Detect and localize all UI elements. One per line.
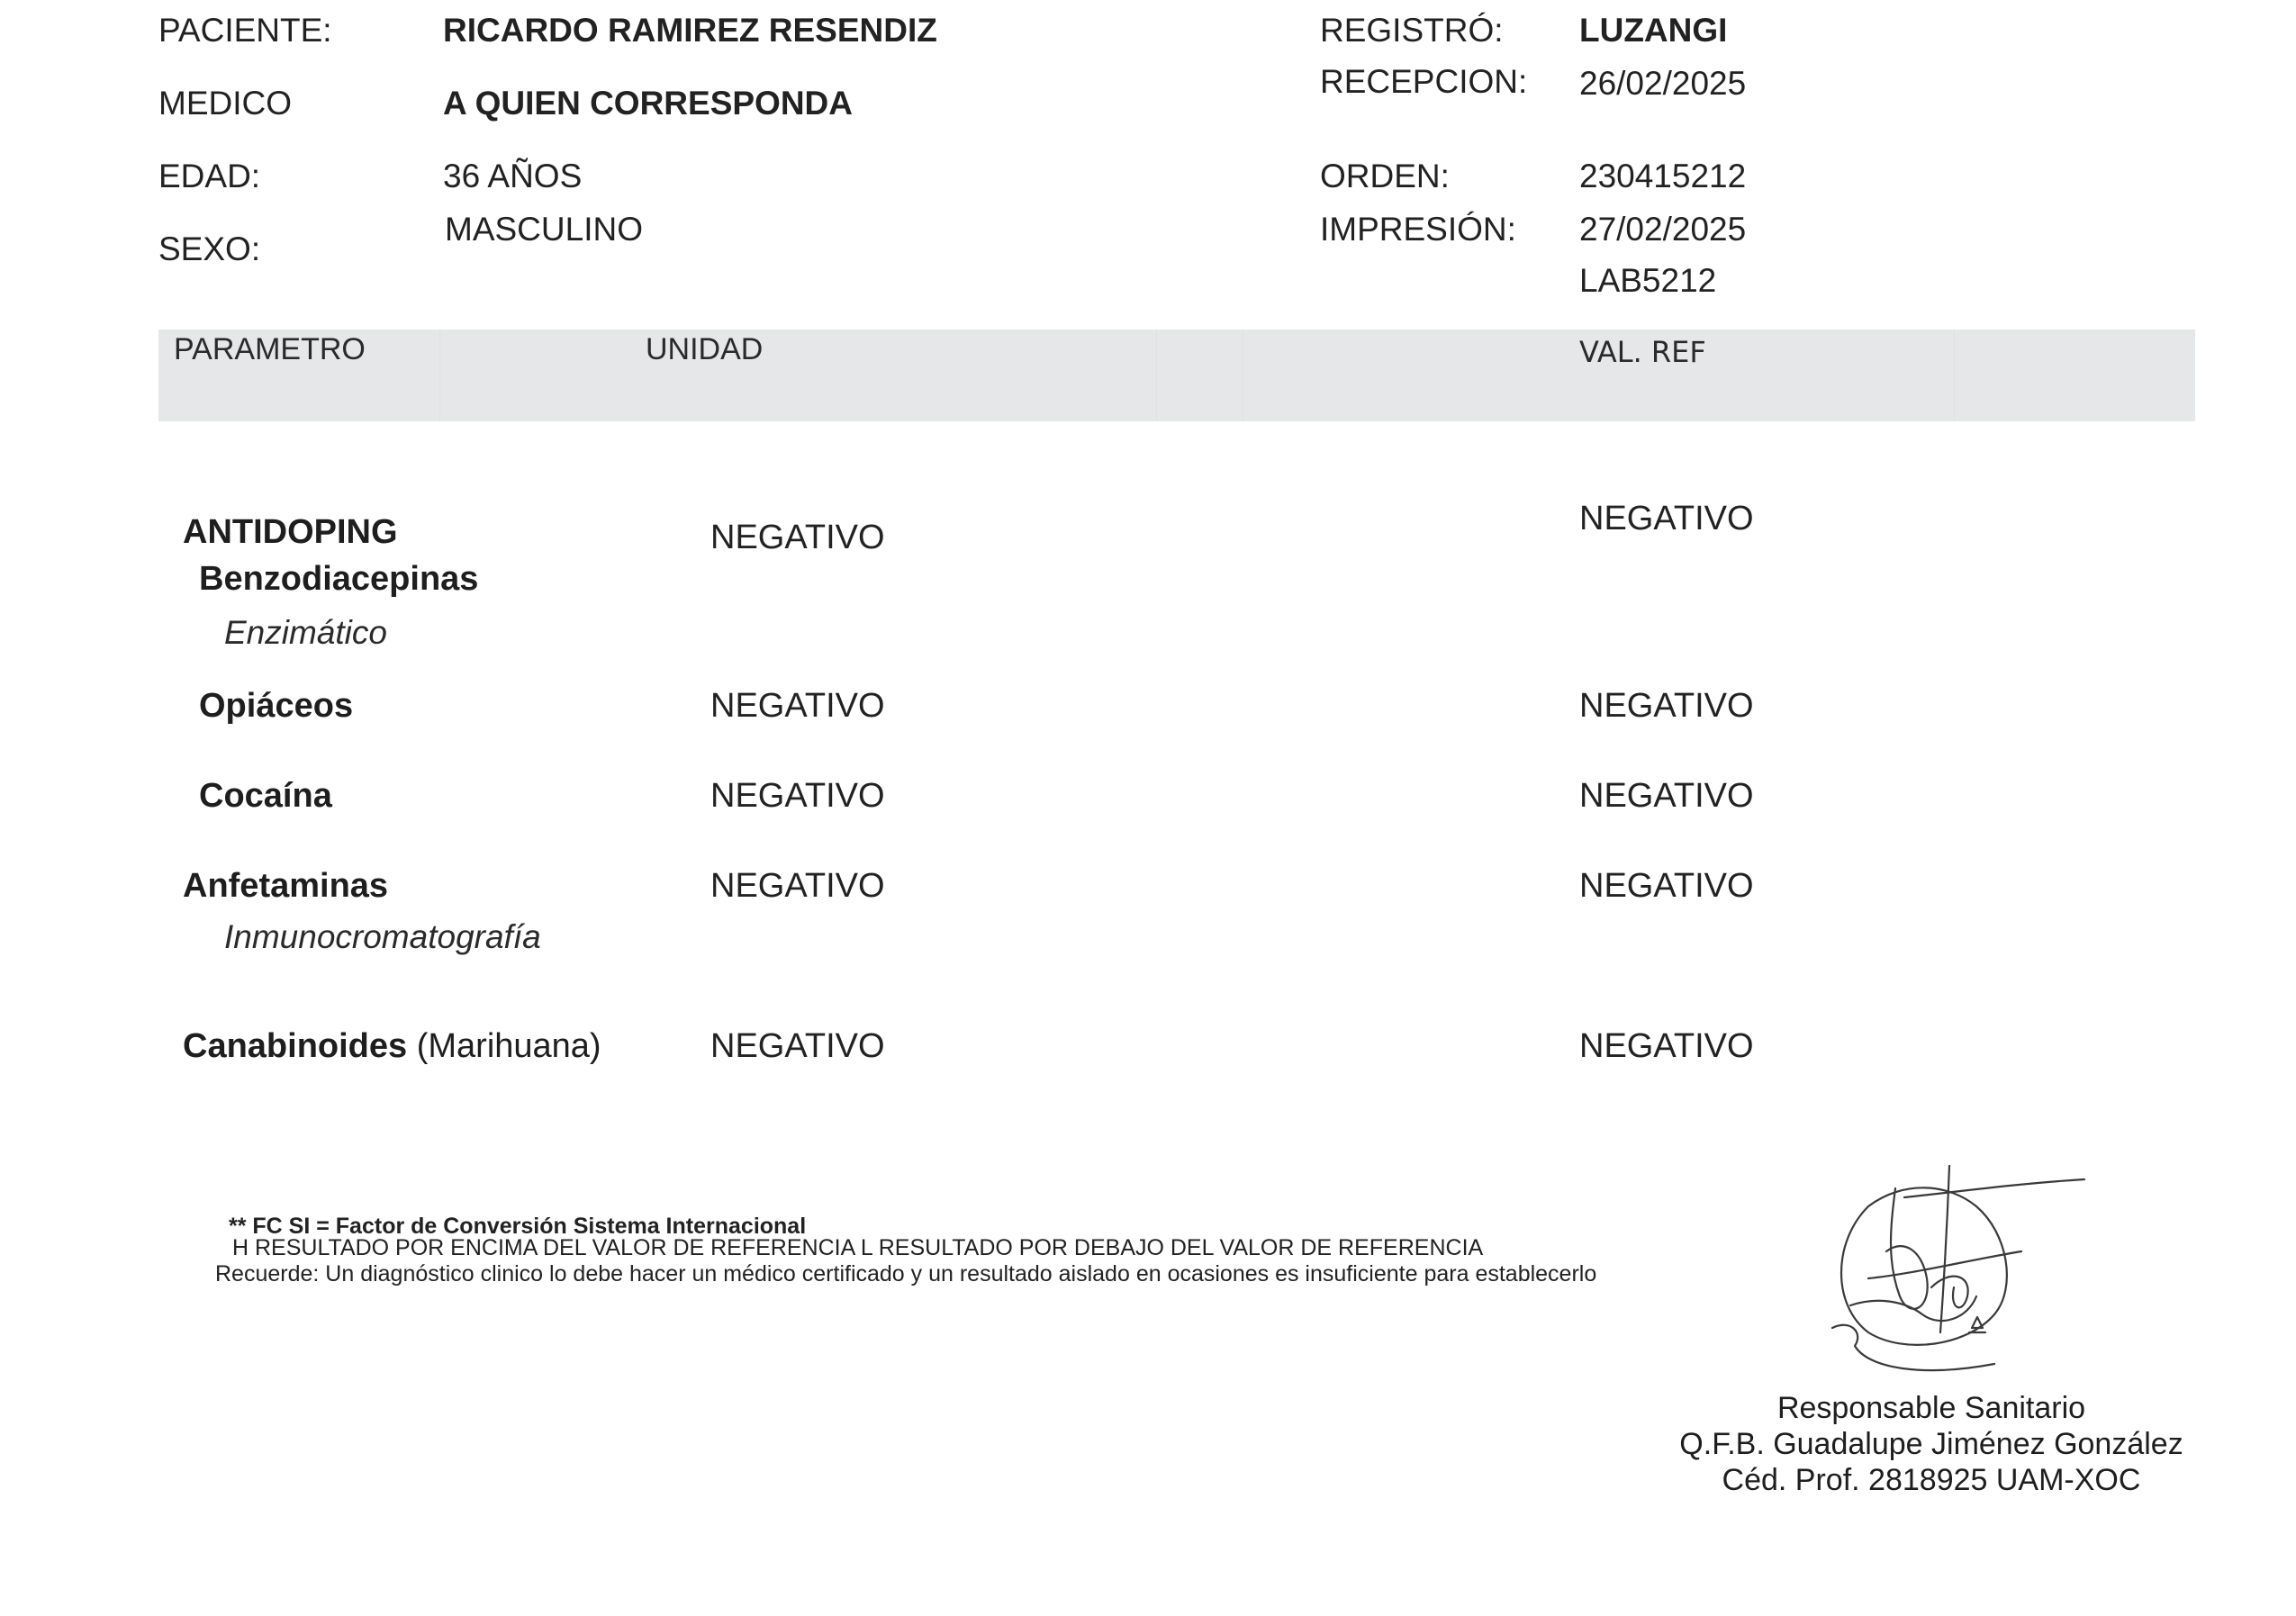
parameter-name: Opiáceos [199, 687, 354, 725]
responsible-license: Céd. Prof. 2818925 UAM-XOC [1722, 1463, 2141, 1497]
patient-label: PACIENTE: [158, 12, 332, 49]
parameter-name: Cocaína [199, 777, 332, 815]
header-cell [439, 330, 1157, 421]
reference-value: NEGATIVO [1579, 687, 1754, 725]
result-value: NEGATIVO [710, 1027, 885, 1065]
column-header-parameter: PARAMETRO [174, 332, 366, 366]
registered-label: REGISTRÓ: [1320, 12, 1504, 49]
reference-value: NEGATIVO [1579, 777, 1754, 815]
reception-label: RECEPCION: [1320, 63, 1528, 100]
responsible-title: Responsable Sanitario [1776, 1391, 2086, 1425]
reception-date: 26/02/2025 [1579, 65, 1747, 102]
header-cell [1156, 330, 1243, 421]
doctor-name: A QUIEN CORRESPONDA [443, 85, 854, 122]
footnote-disclaimer: Recuerde: Un diagnóstico clinico lo debe hacer un médico certificado y un resultado aislado en ocasiones es insuficiente para establecerlo [215, 1261, 1597, 1286]
reference-value: NEGATIVO [1579, 1027, 1754, 1065]
column-header-unit: UNIDAD [646, 332, 764, 366]
result-value: NEGATIVO [710, 777, 885, 815]
registered-value: LUZANGI [1579, 12, 1728, 49]
order-label: ORDEN: [1320, 158, 1450, 194]
result-value: NEGATIVO [710, 867, 885, 905]
print-label: IMPRESIÓN: [1320, 211, 1516, 248]
column-header-reference: VAL. REF [1579, 335, 1706, 369]
method-name: Enzimático [224, 614, 387, 651]
sex-value: MASCULINO [445, 211, 643, 248]
table-header-bar [158, 330, 2195, 421]
print-date: 27/02/2025 [1579, 211, 1747, 248]
result-value: NEGATIVO [710, 519, 885, 556]
handwritten-signature [1814, 1152, 2102, 1386]
age-label: EDAD: [158, 158, 261, 194]
parameter-name: Benzodiacepinas [199, 560, 479, 598]
order-number: 230415212 [1579, 158, 1747, 194]
parameter-name-suffix: (Marihuana) [416, 1027, 601, 1065]
footnote-conversion: ** FC SI = Factor de Conversión Sistema Internacional [229, 1214, 807, 1239]
patient-name: RICARDO RAMIREZ RESENDIZ [443, 12, 937, 49]
sex-label: SEXO: [158, 230, 261, 267]
footnote-flags: H RESULTADO POR ENCIMA DEL VALOR DE REFERENCIA L RESULTADO POR DEBAJO DEL VALOR DE REFERENCIA [232, 1235, 1484, 1260]
reference-value: NEGATIVO [1579, 867, 1754, 905]
responsible-name: Q.F.B. Guadalupe Jiménez González [1679, 1427, 2183, 1461]
parameter-name: Anfetaminas [183, 867, 389, 905]
result-value: NEGATIVO [710, 687, 885, 725]
method-name: Inmunocromatografía [224, 918, 541, 955]
reference-value: NEGATIVO [1579, 500, 1754, 537]
parameter-row-label [183, 1029, 601, 1063]
group-title: ANTIDOPING [183, 513, 398, 551]
parameter-name: Canabinoides [183, 1027, 408, 1065]
lab-code: LAB5212 [1579, 262, 1717, 299]
age-value: 36 AÑOS [443, 158, 583, 194]
doctor-label: MEDICO [158, 85, 292, 122]
